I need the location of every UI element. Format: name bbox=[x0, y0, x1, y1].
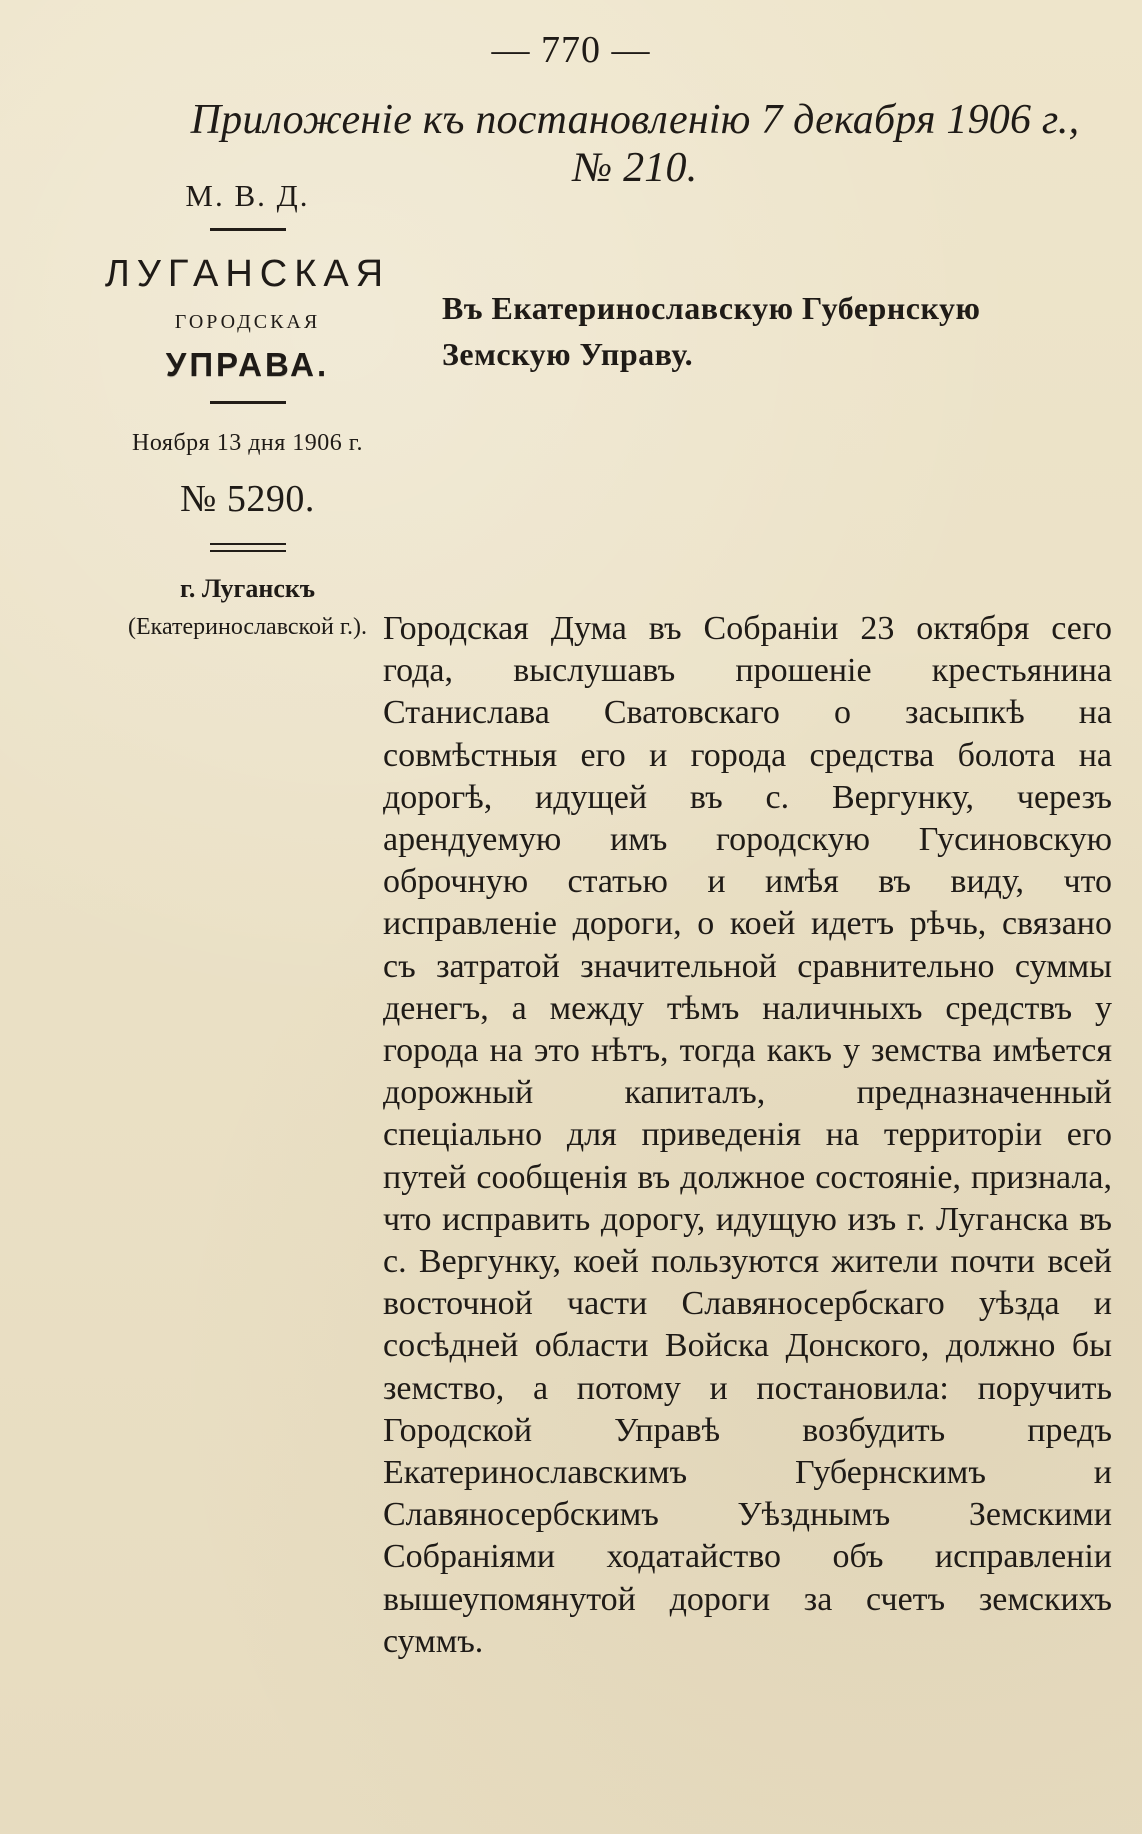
city-title: ЛУГАНСКАЯ bbox=[104, 253, 391, 295]
top-divider bbox=[210, 228, 286, 231]
recipient-block bbox=[442, 285, 1122, 378]
authority-title: УПРАВА. bbox=[165, 346, 330, 383]
city-subtitle: ГОРОДСКАЯ bbox=[174, 311, 321, 333]
sender-city: г. Луганскъ bbox=[179, 573, 316, 603]
number-divider bbox=[210, 543, 286, 552]
ministry-label: М. В. Д. bbox=[185, 178, 310, 213]
sender-region: (Екатеринославской г.). bbox=[128, 613, 367, 640]
appendix-heading: Приложеніе къ постановленію 7 декабря 1906 г., № 210. bbox=[190, 97, 1080, 191]
recipient-line-2: Земскую Управу. bbox=[442, 336, 694, 373]
document-number: № 5290. bbox=[180, 477, 315, 520]
authority-divider bbox=[210, 401, 286, 404]
page-number: — 770 — bbox=[491, 29, 651, 71]
body-paragraph: Городская Дума въ Собраніи 23 октября сего года, выслушавъ прошеніе крестьянина Станислава Сватовскаго о засыпкѣ на совмѣстныя его и города средства болота на дорогѣ, идущей въ с. Вергунку, черезъ арендуемую имъ городскую Гусиновскую оброчную статью и имѣя въ виду, что исправленіе дороги, о коей идетъ рѣчь, связано съ затратой значительной сравнительно суммы денегъ, а между тѣмъ наличныхъ средствъ у города на это нѣтъ, тогда какъ у земства имѣется дорожный капиталъ, предназначенный спеціально для приведенія на территоріи его путей сообщенія въ должное состояніе, признала, что исправить дорогу, идущую изъ г. Луганска въ с. Вергунку, коей пользуются жители почти всей восточной части Славяносербскаго уѣзда и сосѣдней области Войска Донского, должно бы земство, а потому и постановила: поручить Городской Управѣ возбудить предъ Екатеринославскимъ Губернскимъ и Славяносербскимъ Уѣзднымъ Земскими Собраніями ходатайство объ исправленіи вышеупомянутой дороги за счетъ земскихъ суммъ. bbox=[383, 610, 1112, 1660]
document-date: Ноября 13 дня 1906 г. bbox=[132, 429, 363, 456]
sender-block bbox=[90, 170, 405, 641]
recipient-line-1: Въ Екатеринославскую Губернскую bbox=[442, 290, 981, 326]
